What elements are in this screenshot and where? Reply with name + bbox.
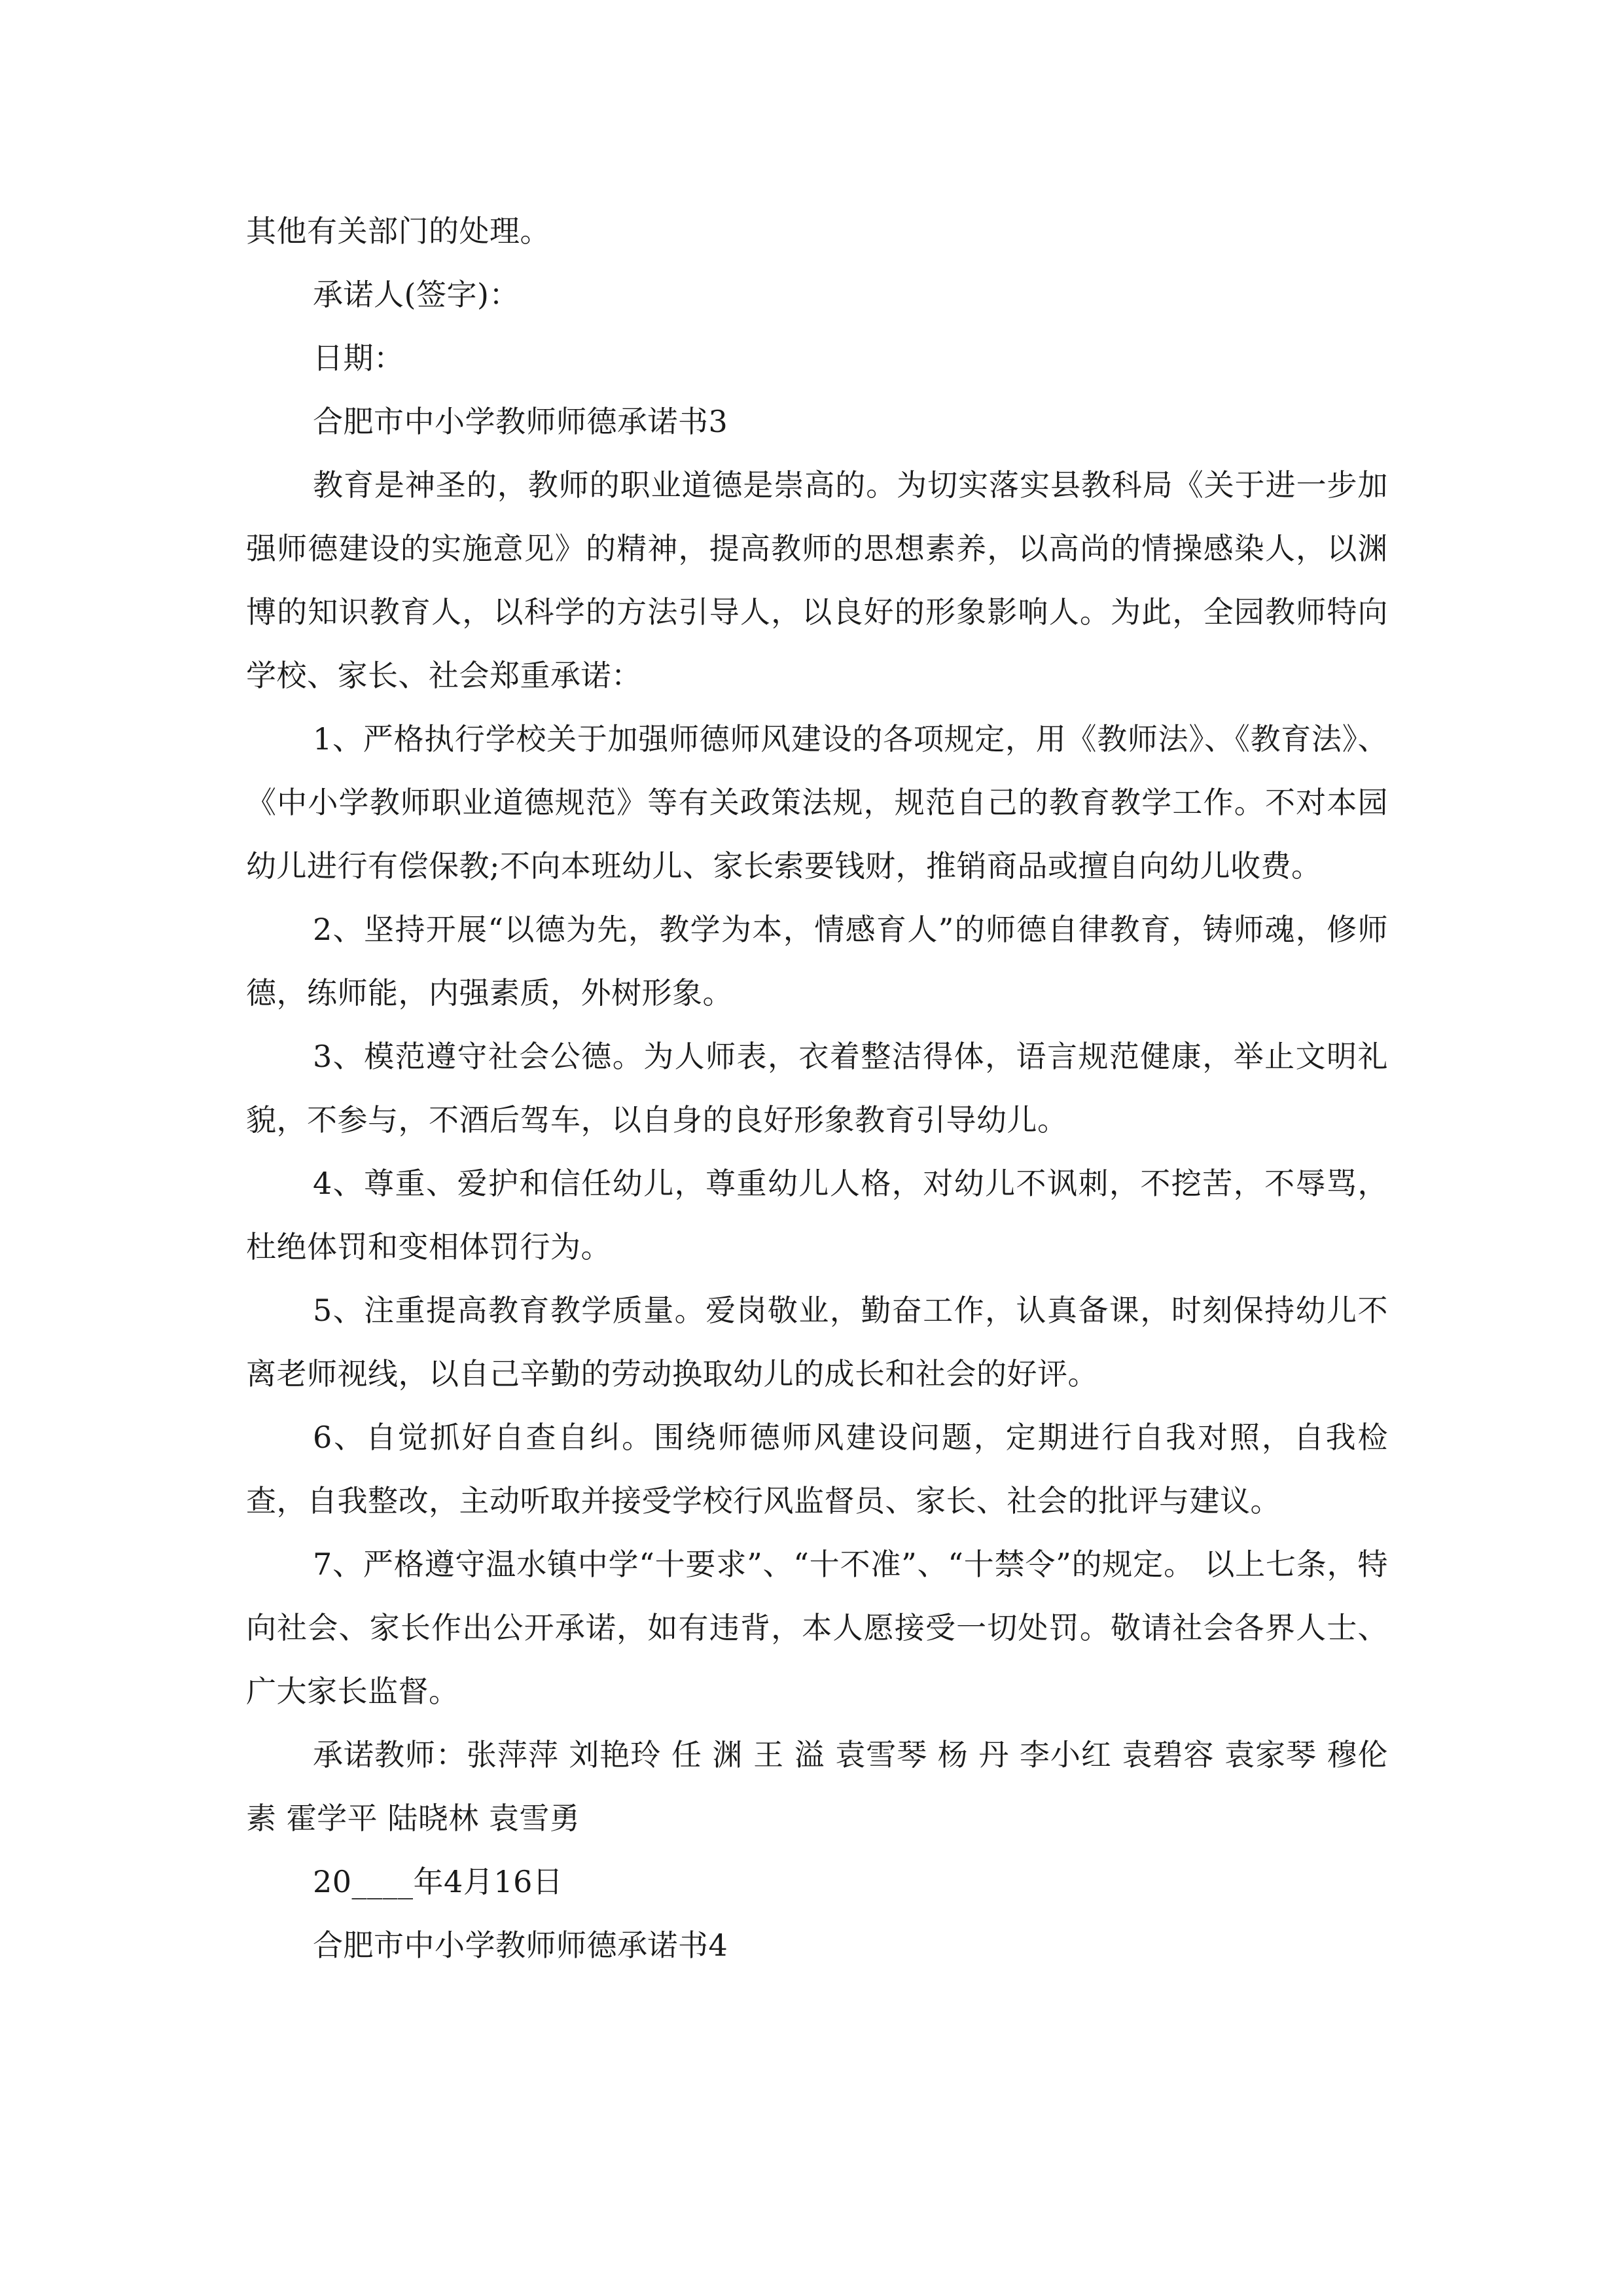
paragraph-item-6: 6、自觉抓好自查自纠。围绕师德师风建设问题，定期进行自我对照，自我检查，自我整改，主动听取并接受学校行风监督员、家长、社会的批评与建议。 xyxy=(246,1420,1388,1518)
paragraph-item-7: 7、严格遵守温水镇中学“十要求”、“十不准”、“十禁令”的规定。 以上七条，特向社会、家长作出公开承诺，如有违背，本人愿接受一切处罚。敬请社会各界人士、广大家长监督。 xyxy=(246,1547,1388,1709)
section-title-3: 合肥市中小学教师师德承诺书3 xyxy=(313,404,728,439)
paragraph-intro: 教育是神圣的，教师的职业道德是崇高的。为切实落实县教科局《关于进一步加强师德建设的实施意见》的精神，提高教师的思想素养，以高尚的情操感染人，以渊博的知识教育人，以科学的方法引导人，以良好的形象影响人。为此，全园教师特向学校、家长、社会郑重承诺： xyxy=(246,467,1388,693)
signature-line: 承诺人(签字)： xyxy=(313,277,520,312)
document-page xyxy=(246,200,1388,1977)
paragraph-item-1: 1、严格执行学校关于加强师德师风建设的各项规定，用《教师法》、《教育法》、《中小学教师职业道德规范》等有关政策法规，规范自己的教育教学工作。不对本园幼儿进行有偿保教;不向本班幼儿、家长索要钱财，推销商品或擅自向幼儿收费。 xyxy=(246,721,1388,884)
date-line: 日期： xyxy=(313,340,404,376)
section-title-4: 合肥市中小学教师师德承诺书4 xyxy=(313,1928,728,1963)
paragraph-item-4: 4、尊重、爱护和信任幼儿，尊重幼儿人格，对幼儿不讽刺，不挖苦，不辱骂，杜绝体罚和变相体罚行为。 xyxy=(246,1166,1388,1265)
teacher-list: 承诺教师：张萍萍 刘艳玲 任 渊 王 溢 袁雪琴 杨 丹 李小红 袁碧容 袁家琴 穆伦素 霍学平 陆晓林 袁雪勇 xyxy=(246,1737,1388,1836)
date-stamp: 20____年4月16日 xyxy=(313,1864,563,1899)
paragraph-item-5: 5、注重提高教育教学质量。爱岗敬业，勤奋工作，认真备课，时刻保持幼儿不离老师视线，以自己辛勤的劳动换取幼儿的成长和社会的好评。 xyxy=(246,1293,1388,1391)
paragraph-closing-line: 其他有关部门的处理。 xyxy=(246,213,550,249)
paragraph-item-3: 3、模范遵守社会公德。为人师表，衣着整洁得体，语言规范健康，举止文明礼貌，不参与，不酒后驾车，以自身的良好形象教育引导幼儿。 xyxy=(246,1039,1388,1138)
paragraph-item-2: 2、坚持开展“以德为先，教学为本，情感育人”的师德自律教育，铸师魂，修师德，练师能，内强素质，外树形象。 xyxy=(246,912,1388,1011)
